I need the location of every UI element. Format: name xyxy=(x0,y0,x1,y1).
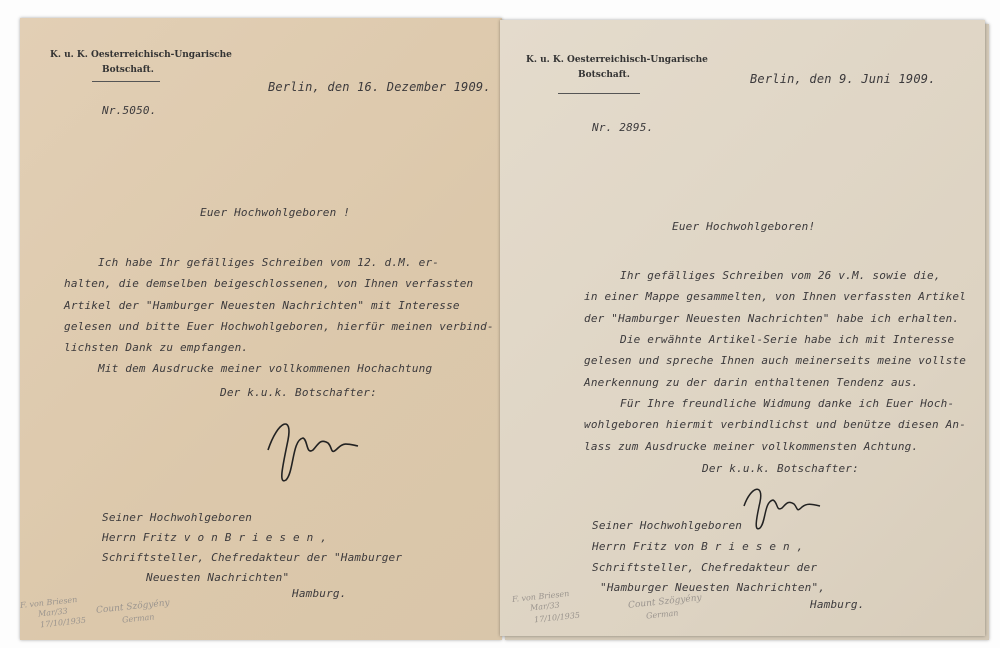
letterhead-line-2: Botschaft. xyxy=(578,70,630,80)
body-line: Artikel der "Hamburger Neuesten Nachrichten" mit Interesse xyxy=(64,299,460,312)
body-line: wohlgeboren hiermit verbindlichst und benütze diesen An- xyxy=(584,418,967,431)
closing: Der k.u.k. Botschafter: xyxy=(220,386,377,399)
letterhead-line-1: K. u. K. Oesterreichisch-Ungarische xyxy=(526,55,708,65)
address-line: "Hamburger Neuesten Nachrichten", xyxy=(600,581,826,594)
letterhead-line-2: Botschaft. xyxy=(102,65,154,75)
body-line: Ihr gefälliges Schreiben vom 26 v.M. sowie die, xyxy=(620,269,941,282)
signature xyxy=(736,478,826,538)
letterhead-rule xyxy=(558,93,640,94)
address-line: Neuesten Nachrichten" xyxy=(146,571,290,584)
body-line: Anerkennung zu der darin enthaltenen Tendenz aus. xyxy=(584,376,919,389)
body-line: Ich habe Ihr gefälliges Schreiben vom 12. d.M. er- xyxy=(98,256,440,269)
pencil-note: 17/10/1935 xyxy=(39,615,87,630)
address-city: Hamburg. xyxy=(292,587,347,600)
body-line: der "Hamburger Neuesten Nachrichten" habe ich erhalten. xyxy=(584,312,960,325)
pencil-note: German xyxy=(121,612,155,625)
pencil-note: F. von Briesen xyxy=(19,595,78,610)
pencil-note: Count Szögyény xyxy=(95,598,171,616)
address-line: Herrn Fritz v o n B r i e s e n , xyxy=(102,531,328,544)
pencil-note: Mar/33 xyxy=(529,600,561,613)
closing: Der k.u.k. Botschafter: xyxy=(702,462,859,475)
letter-date: Berlin, den 16. Dezember 1909. xyxy=(268,80,491,94)
salutation: Euer Hochwohlgeboren! xyxy=(672,220,816,233)
pencil-note: German xyxy=(645,608,679,621)
salutation: Euer Hochwohlgeboren ! xyxy=(200,206,351,219)
body-line: gelesen und spreche Ihnen auch meinerseits meine vollste xyxy=(584,354,967,367)
address-city: Hamburg. xyxy=(810,598,865,611)
address-line: Schriftsteller, Chefredakteur der "Hamburger xyxy=(102,551,403,564)
body-line: halten, die demselben beigeschlossenen, von Ihnen verfassten xyxy=(64,277,474,290)
address-line: Schriftsteller, Chefredakteur der xyxy=(592,561,818,574)
body-line: lass zum Ausdrucke meiner vollkommensten Achtung. xyxy=(584,440,919,453)
signature xyxy=(258,410,368,490)
pencil-note: F. von Briesen xyxy=(511,589,570,604)
letter-1909-december xyxy=(20,18,502,640)
letterhead-rule xyxy=(92,81,160,82)
body-line: Für Ihre freundliche Widmung danke ich Euer Hoch- xyxy=(620,397,955,410)
body-line: lichsten Dank zu empfangen. xyxy=(64,341,249,354)
address-line: Seiner Hochwohlgeboren xyxy=(592,519,743,532)
body-line: Die erwähnte Artikel-Serie habe ich mit Interesse xyxy=(620,333,955,346)
pencil-note: Mar/33 xyxy=(37,606,69,619)
pencil-note: 17/10/1935 xyxy=(533,610,581,625)
reference-number: Nr.5050. xyxy=(102,104,157,117)
address-line: Seiner Hochwohlgeboren xyxy=(102,511,253,524)
letterhead-line-1: K. u. K. Oesterreichisch-Ungarische xyxy=(50,50,232,60)
letter-date: Berlin, den 9. Juni 1909. xyxy=(750,72,936,86)
body-line: Mit dem Ausdrucke meiner vollkommenen Hochachtung xyxy=(98,362,433,375)
body-line: in einer Mappe gesammelten, von Ihnen verfassten Artikel xyxy=(584,290,967,303)
pencil-note: Count Szögyény xyxy=(627,593,703,611)
address-line: Herrn Fritz von B r i e s e n , xyxy=(592,540,804,553)
reference-number: Nr. 2895. xyxy=(592,121,654,134)
body-line: gelesen und bitte Euer Hochwohlgeboren, hierfür meinen verbind- xyxy=(64,320,494,333)
letter-1909-june xyxy=(500,20,985,636)
